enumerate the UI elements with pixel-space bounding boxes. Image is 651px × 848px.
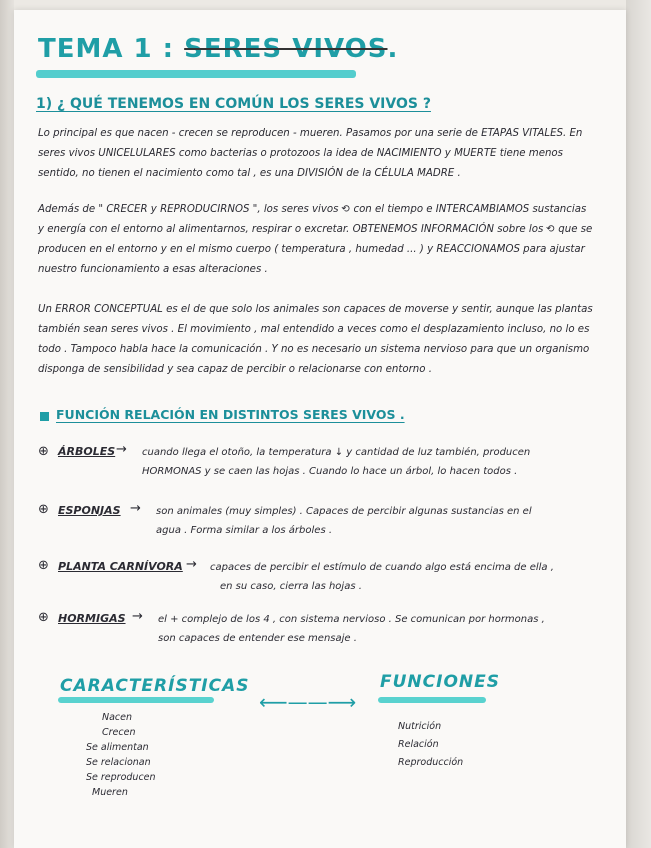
paragraph-2: Además de " CRECER y REPRODUCIRNOS ", los seres vivos ⟲ con el tiempo e INTERCAMBIAMOS sustancias y energía con el entorno al alimentarnos, respirar o excretar. OBTENEMOS INFORMACIÓN sobre los ⟲ que se producen en el entorno y en el mismo cuerpo ( temperatura , humedad ... ) y REACCIONAMOS para ajustar nuestro funcionamiento a esas alteraciones . bbox=[38, 204, 593, 275]
item-text-planta-carnivora bbox=[210, 558, 554, 596]
notes-sheet bbox=[14, 10, 626, 848]
item-text-arboles bbox=[142, 443, 530, 481]
title-highlight bbox=[36, 70, 356, 78]
title-main: SERES VIVOS bbox=[184, 34, 388, 64]
item-label-planta-carnivora: PLANTA CARNÍVORA bbox=[58, 560, 183, 573]
item-text-esponjas bbox=[156, 502, 532, 540]
desk-edge bbox=[626, 0, 651, 848]
double-arrow-icon: ⟵——⟶ bbox=[259, 690, 357, 714]
item-label-hormigas: HORMIGAS bbox=[58, 612, 126, 625]
item-line: son animales (muy simples) . Capaces de percibir algunas sustancias en el bbox=[156, 506, 532, 517]
desk-shadow bbox=[0, 0, 14, 848]
characteristics-heading: CARACTERÍSTICAS bbox=[60, 676, 250, 696]
item-line: en su caso, cierra las hojas . bbox=[220, 581, 362, 592]
list-item: Se alimentan bbox=[86, 742, 149, 753]
arrow-right-icon: → bbox=[130, 501, 141, 516]
flower-icon: ⊕ bbox=[38, 444, 49, 459]
item-label-esponjas: ESPONJAS bbox=[58, 504, 121, 517]
item-label-arboles: ÁRBOLES bbox=[58, 445, 116, 458]
item-text-hormigas bbox=[158, 610, 545, 648]
item-line: agua . Forma similar a los árboles . bbox=[156, 525, 333, 536]
list-item: Se reproducen bbox=[86, 772, 156, 783]
item-line: el + complejo de los 4 , con sistema nervioso . Se comunican por hormonas , bbox=[158, 614, 545, 625]
list-item: Crecen bbox=[102, 727, 136, 738]
functions-highlight bbox=[378, 697, 486, 703]
list-item: Mueren bbox=[92, 787, 128, 798]
item-line: cuando llega el otoño, la temperatura ↓ y cantidad de luz también, producen bbox=[142, 447, 531, 458]
item-line: son capaces de entender ese mensaje . bbox=[158, 633, 357, 644]
functions-heading: FUNCIONES bbox=[380, 672, 500, 692]
page-title bbox=[38, 34, 398, 64]
arrow-right-icon: → bbox=[186, 557, 197, 572]
characteristics-highlight bbox=[58, 697, 214, 703]
flower-icon: ⊕ bbox=[38, 502, 49, 517]
arrow-right-icon: → bbox=[116, 442, 127, 457]
item-line: capaces de percibir el estímulo de cuando algo está encima de ella , bbox=[210, 562, 554, 573]
list-item: Relación bbox=[398, 739, 439, 750]
section2-bullet bbox=[40, 412, 49, 421]
list-item: Se relacionan bbox=[86, 757, 151, 768]
item-line: HORMONAS y se caen las hojas . Cuando lo hace un árbol, lo hacen todos . bbox=[142, 466, 518, 477]
title-suffix: . bbox=[387, 34, 399, 64]
section1-heading: 1) ¿ QUÉ TENEMOS EN COMÚN LOS SERES VIVOS ? bbox=[36, 96, 431, 112]
list-item: Reproducción bbox=[398, 757, 464, 768]
section2-heading: FUNCIÓN RELACIÓN EN DISTINTOS SERES VIVOS . bbox=[56, 407, 405, 422]
paragraph-1: Lo principal es que nacen - crecen se reproducen - mueren. Pasamos por una serie de ETAPAS VITALES. En seres vivos UNICELULARES como bacterias o protozoos la idea de NACIMIENTO y MUERTE tiene menos sentido, no tienen el nacimiento como tal , es una DIVISIÓN de la CÉLULA MADRE . bbox=[38, 128, 583, 179]
functions-list bbox=[398, 718, 463, 772]
characteristics-list bbox=[86, 710, 156, 800]
list-item: Nacen bbox=[102, 712, 133, 723]
flower-icon: ⊕ bbox=[38, 558, 49, 573]
flower-icon: ⊕ bbox=[38, 610, 49, 625]
paragraph-3: Un ERROR CONCEPTUAL es el de que solo los animales son capaces de moverse y sentir, aunque las plantas también sean seres vivos . El movimiento , mal entendido a veces como el desplazamiento incluso, no lo es todo . Tampoco habla hace la comunicación . Y no es necesario un sistema nervioso para que un organismo disponga de sensibilidad y sea capaz de percibir o relacionarse con entorno . bbox=[38, 304, 593, 375]
arrow-right-icon: → bbox=[132, 609, 143, 624]
list-item: Nutrición bbox=[398, 721, 442, 732]
title-prefix: TEMA 1 : bbox=[38, 34, 175, 64]
